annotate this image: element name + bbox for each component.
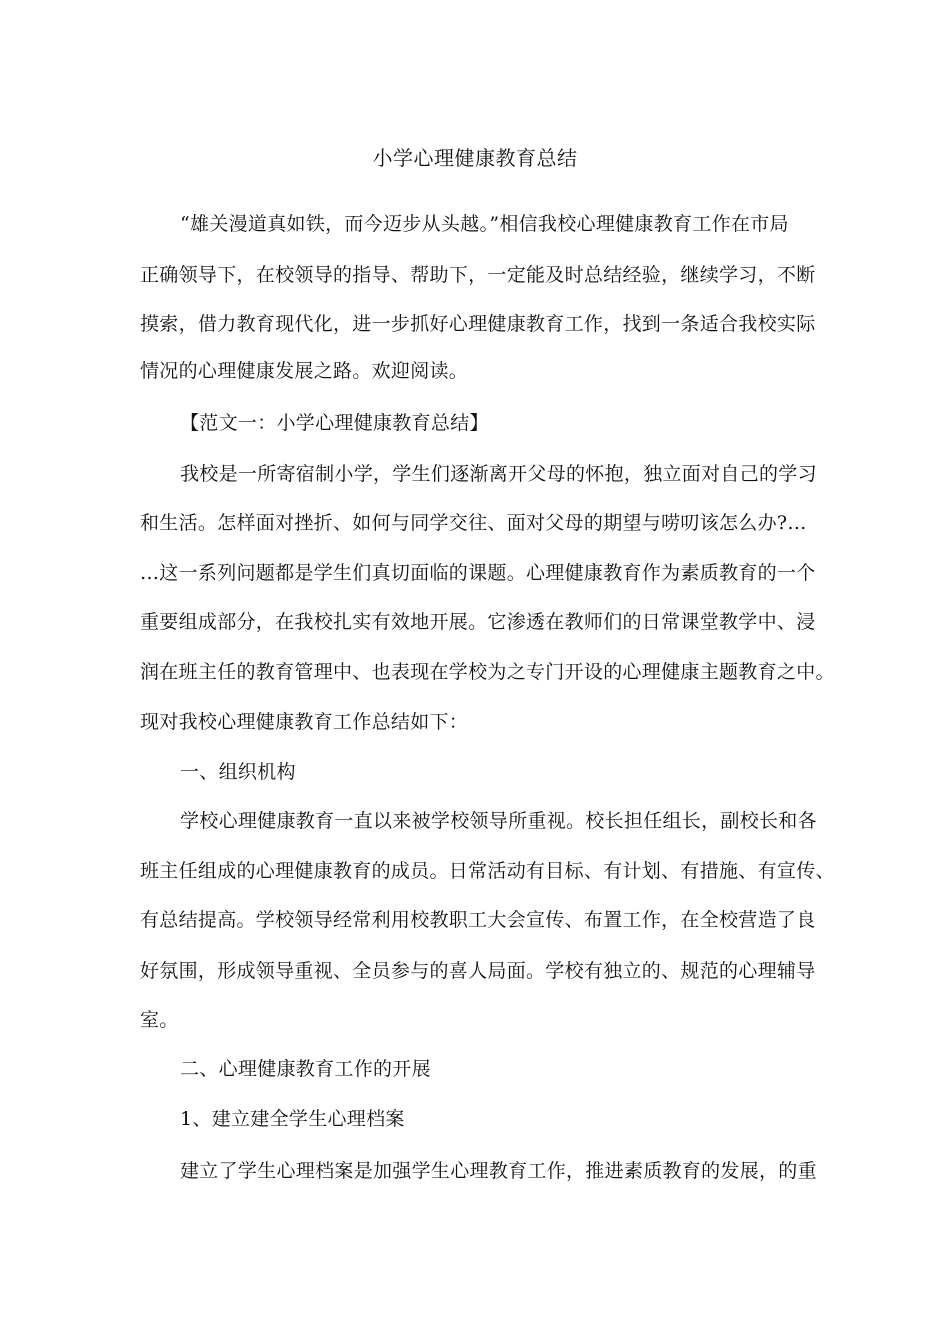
- paragraph-line: 重要组成部分，在我校扎实有效地开展。它渗透在教师们的日常课堂教学中、浸: [140, 611, 816, 633]
- paragraph-line: 有总结提高。学校领导经常利用校教职工大会宣传、布置工作，在全校营造了良: [140, 909, 816, 931]
- document-title: 小学心理健康教育总结: [372, 146, 578, 170]
- paragraph-line: “雄关漫道真如铁，而今迈步从头越。”相信我校心理健康教育工作在市局: [180, 213, 789, 235]
- paragraph-line: 我校是一所寄宿制小学，学生们逐渐离开父母的怀抱，独立面对自己的学习: [180, 463, 817, 485]
- subsection-heading: 1、建立建全学生心理档案: [180, 1108, 405, 1130]
- paragraph-line: 情况的心理健康发展之路。欢迎阅读。: [140, 360, 469, 382]
- paragraph-line: 润在班主任的教育管理中、也表现在学校为之专门开设的心理健康主题教育之中。: [140, 661, 835, 683]
- paragraph-line: 和生活。怎样面对挫折、如何与同学交往、面对父母的期望与唠叨该怎么办?…: [140, 512, 807, 534]
- paragraph-line: …这一系列问题都是学生们真切面临的课题。心理健康教育作为素质教育的一个: [140, 562, 816, 584]
- paragraph-line: 室。: [140, 1009, 179, 1031]
- section-heading: 【范文一：小学心理健康教育总结】: [180, 412, 489, 434]
- paragraph-line: 正确领导下，在校领导的指导、帮助下，一定能及时总结经验，继续学习，不断: [140, 264, 816, 286]
- paragraph-line: 学校心理健康教育一直以来被学校领导所重视。校长担任组长，副校长和各: [180, 810, 817, 832]
- paragraph-line: 班主任组成的心理健康教育的成员。日常活动有目标、有计划、有措施、有宣传、: [140, 860, 835, 882]
- paragraph-line: 好氛围，形成领导重视、全员参与的喜人局面。学校有独立的、规范的心理辅导: [140, 960, 816, 982]
- section-heading: 一、组织机构: [180, 761, 296, 783]
- paragraph-line: 建立了学生心理档案是加强学生心理教育工作，推进素质教育的发展，的重: [180, 1160, 817, 1182]
- paragraph-line: 现对我校心理健康教育工作总结如下：: [140, 711, 469, 733]
- section-heading: 二、心理健康教育工作的开展: [180, 1058, 431, 1080]
- paragraph-line: 摸索，借力教育现代化，进一步抓好心理健康教育工作，找到一条适合我校实际: [140, 313, 816, 335]
